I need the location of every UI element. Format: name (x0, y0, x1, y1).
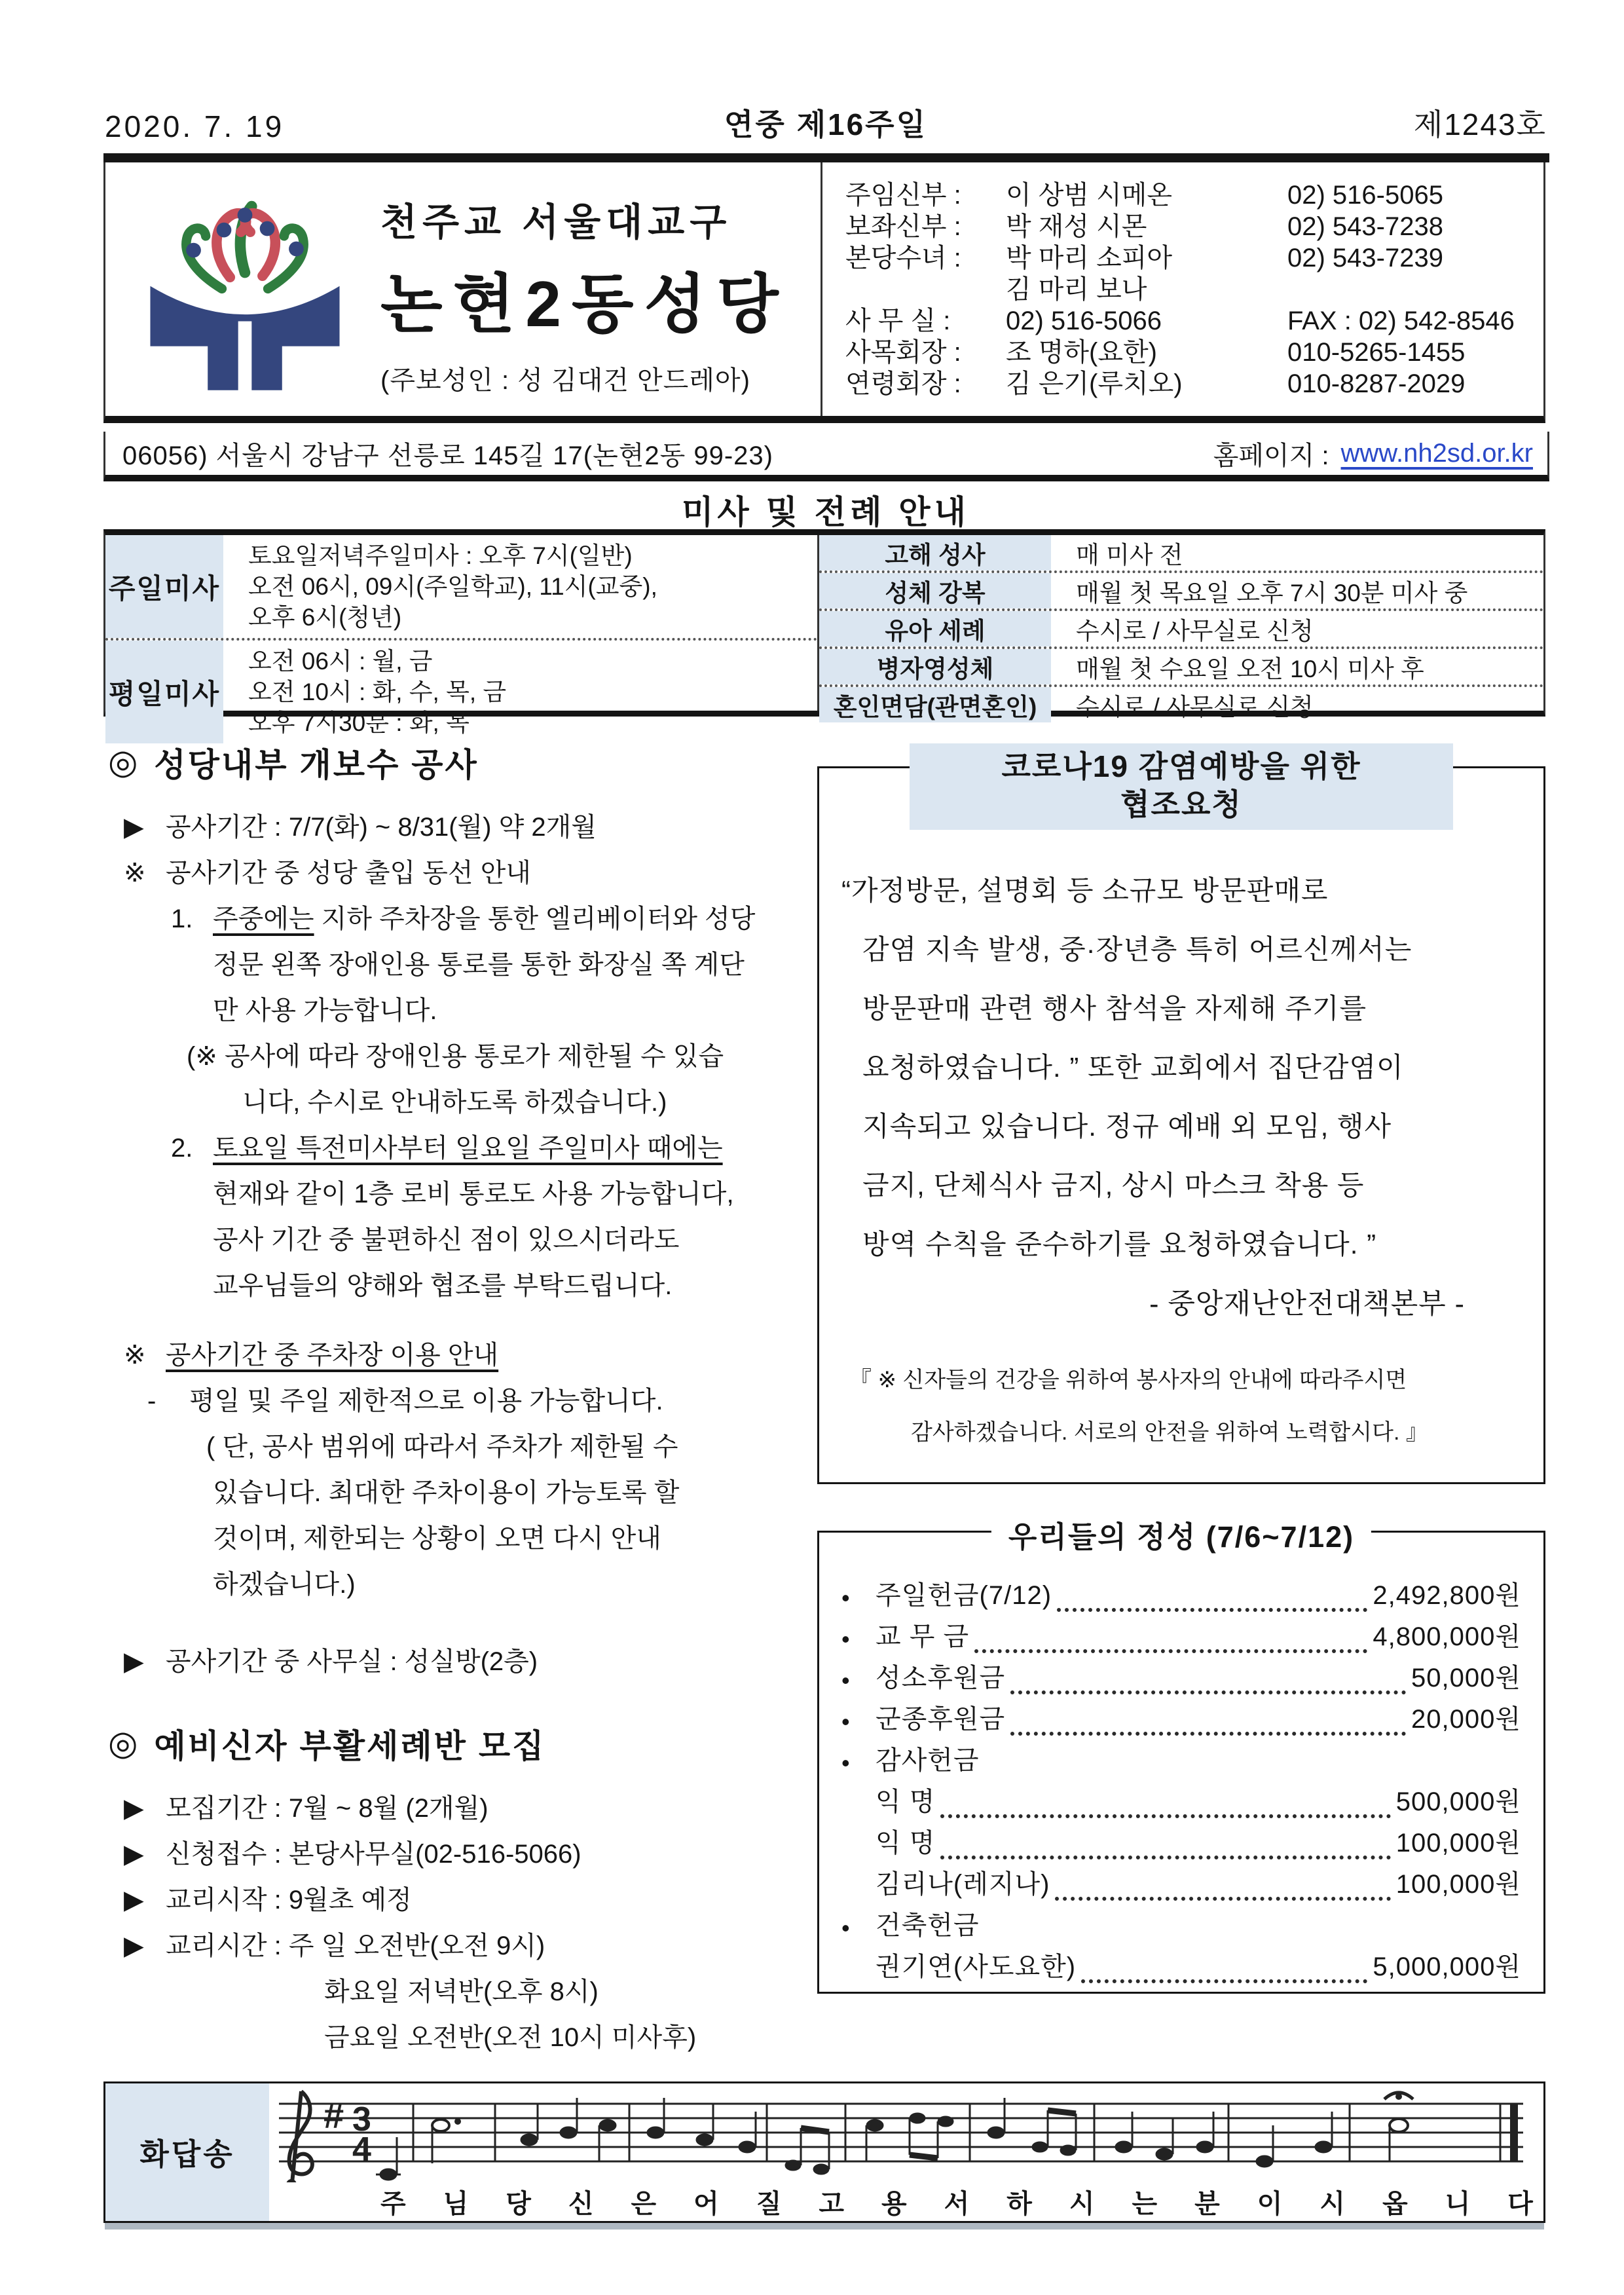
row-header: 고해 성사 (819, 535, 1051, 570)
contact-row (845, 305, 1540, 337)
lyric-syllable: 주 (380, 2190, 406, 2218)
lyric-syllable: 시 (1069, 2190, 1095, 2218)
dot-leader (974, 1619, 1367, 1653)
catechumen-section-title (108, 1720, 821, 1767)
lyric-syllable: 니 (1445, 2190, 1471, 2218)
section-marker-icon: ◎ (108, 1725, 140, 1763)
line-underline: 공사기간 중 주차장 이용 안내 (166, 1341, 499, 1370)
masthead-box (103, 162, 1545, 423)
line-text: 교리시작 : 9월초 예정 (166, 1886, 412, 1914)
dot-leader (940, 1825, 1390, 1859)
offerings-title: 우리들의 정성 (7/6~7/12) (991, 1513, 1371, 1556)
homepage-label: 홈페이지 : (1213, 441, 1329, 470)
schedule-line: 오전 06시, 09시(주일학교), 11시(교중), (248, 573, 657, 600)
section-title-text: 예비신자 부활세례반 모집 (154, 1728, 546, 1764)
contact-phone: 010-5265-1455 (1287, 338, 1466, 367)
offering-label: 익 명 (876, 1787, 936, 1816)
lyric-syllable: 분 (1194, 2190, 1220, 2218)
table-row (819, 608, 1543, 646)
text-line (108, 804, 821, 850)
row-header: 유아 세례 (819, 611, 1051, 646)
covid-title-line1: 코로나19 감염예방을 위한 (1001, 749, 1361, 783)
text-line (108, 1217, 821, 1263)
music-staff-graphic (272, 2087, 1536, 2182)
line-marker: ▶ (124, 1794, 144, 1823)
contact-value: 조 명하(요한) (1006, 338, 1157, 367)
offering-label: 감사헌금 (876, 1746, 980, 1775)
line-text: 니다, 수시로 안내하도록 하겠습니다.) (242, 1088, 667, 1117)
offering-row (841, 1694, 1521, 1736)
covid-body-line: 금지, 단체식사 금지, 상시 마스크 착용 등 (862, 1170, 1365, 1201)
covid-body-line: 지속되고 있습니다. 정규 예배 외 모임, 행사 (862, 1111, 1392, 1142)
masthead-divider (821, 162, 822, 416)
dot-leader (1081, 1949, 1367, 1983)
row-header: 성체 강복 (819, 573, 1051, 608)
responsorial-psalm-box (103, 2081, 1545, 2223)
contact-label: 보좌신부 : (845, 212, 961, 241)
schedule-line: 오후 6시(청년) (248, 604, 402, 631)
issue-number: 제1243호 (1413, 107, 1547, 141)
text-line (108, 1923, 821, 1969)
offering-label: 군종후원금 (876, 1705, 1006, 1734)
row-header: 주일미사 (105, 535, 223, 638)
text-line (108, 1332, 821, 1378)
contact-phone (1287, 274, 1540, 305)
row-value: 수시로 / 사무실로 신청 (1076, 618, 1314, 644)
line-marker: ※ (124, 1341, 146, 1370)
line-marker: 1. (171, 905, 193, 933)
text-line (108, 1424, 821, 1470)
line-text: 금요일 오전반(오전 10시 미사후) (324, 2023, 697, 2052)
offering-row (841, 1777, 1521, 1818)
sunday-title: 연중 제16주일 (724, 107, 928, 141)
row-content (223, 641, 817, 743)
line-text: 평일 및 주일 제한적으로 이용 가능합니다. (189, 1387, 663, 1415)
mass-schedule-table (103, 529, 1545, 736)
covid-body-line: 방문판매 관련 행사 참석을 자제해 주기를 (862, 993, 1367, 1024)
row-value: 매월 첫 목요일 오후 7시 30분 미사 중 (1076, 580, 1468, 606)
offering-amount: 5,000,000원 (1373, 1952, 1521, 1981)
covid-notice-box (817, 749, 1545, 1484)
covid-title-line2: 협조요청 (1120, 787, 1242, 821)
section-marker-icon: ◎ (108, 743, 140, 781)
contact-label: 본당수녀 : (845, 244, 961, 272)
lyric-syllable: 님 (443, 2190, 469, 2218)
text-line (108, 1470, 821, 1516)
address-bar (103, 432, 1549, 481)
homepage-row (1213, 435, 1547, 472)
row-header: 혼인면담(관면혼인) (819, 687, 1051, 722)
line-marker: ▶ (124, 1840, 144, 1869)
contact-phone: 02) 543-7239 (1287, 244, 1443, 272)
covid-body-line: 요청하였습니다. ” 또한 교회에서 집단감염이 (862, 1052, 1404, 1083)
contact-list (845, 179, 1540, 400)
patron-saint: (주보성인 : 성 김대건 안드레아) (380, 366, 750, 395)
offering-label: 성소후원금 (876, 1664, 1006, 1692)
section-title-text: 성당내부 개보수 공사 (154, 747, 479, 783)
offering-amount: 100,000원 (1395, 1870, 1521, 1899)
bullet-icon: • (841, 1626, 850, 1652)
text-line (108, 2015, 821, 2061)
offerings-list (819, 1533, 1543, 1983)
bullet-icon: • (841, 1584, 850, 1611)
left-column (108, 739, 821, 2061)
line-text: (※ 공사에 따라 장애인용 통로가 제한될 수 있습 (187, 1042, 724, 1071)
top-rule (103, 153, 1549, 162)
bullet-icon: • (841, 1708, 850, 1735)
offering-label: 김리나(레지나) (876, 1870, 1050, 1899)
dot-leader (1010, 1702, 1406, 1736)
offering-amount: 4,800,000원 (1373, 1622, 1521, 1651)
postal-address: 06056) 서울시 강남구 선릉로 145길 17(논현2동 99-23) (122, 441, 773, 470)
covid-notice-body (819, 861, 1543, 1334)
church-name: 논현2동성당 (380, 268, 789, 340)
row-content (223, 535, 817, 638)
text-line (108, 942, 821, 988)
lyric-syllable: 용 (881, 2190, 907, 2218)
row-header: 병자영성체 (819, 649, 1051, 684)
bullet-icon: • (841, 1749, 850, 1776)
church-identity (380, 191, 806, 397)
line-text: 공사기간 중 사무실 : 성실방(2층) (166, 1647, 538, 1676)
dot-leader (940, 1784, 1390, 1818)
line-marker: ▶ (124, 1931, 144, 1960)
contact-label: 주임신부 : (845, 181, 961, 210)
dot-leader (985, 1912, 1516, 1942)
contact-row (845, 274, 1540, 305)
text-line (108, 1125, 821, 1171)
mass-section-title: 미사 및 전례 안내 (682, 494, 970, 531)
line-underline: 토요일 특전미사부터 일요일 주일미사 때에는 (213, 1134, 723, 1163)
dot-leader (1057, 1578, 1367, 1612)
contact-label: 연령회장 : (845, 369, 961, 398)
lyric-syllable: 고 (819, 2190, 845, 2218)
contact-value: 이 상범 시메온 (1006, 181, 1173, 210)
line-text: 공사 기간 중 불편하신 점이 있으시더라도 (213, 1225, 680, 1254)
lyric-syllable: 이 (1257, 2190, 1283, 2218)
contact-phone: FAX : 02) 542-8546 (1287, 307, 1515, 335)
line-text: 교우님들의 양해와 협조를 부탁드립니다. (213, 1271, 673, 1300)
text-line (108, 988, 821, 1034)
line-text: 모집기간 : 7월 ~ 8월 (2개월) (166, 1794, 489, 1823)
line-text: 교리시간 : 주 일 오전반(오전 9시) (166, 1931, 545, 1960)
bullet-icon: • (841, 1914, 850, 1941)
contact-value: 박 마리 소피아 (1006, 244, 1173, 272)
offerings-box (817, 1520, 1545, 1994)
offering-amount: 500,000원 (1395, 1787, 1521, 1816)
schedule-line: 오후 7시30분 : 화, 목 (248, 709, 470, 736)
offering-row (841, 1653, 1521, 1694)
table-row (105, 638, 817, 743)
church-logo-icon (143, 186, 346, 396)
contact-row (845, 337, 1540, 368)
contact-value: 박 재성 시몬 (1006, 212, 1147, 241)
offering-row (841, 1818, 1521, 1859)
table-row (819, 646, 1543, 684)
lyric-syllable: 하 (1006, 2190, 1032, 2218)
schedule-line: 오전 06시 : 월, 금 (248, 648, 433, 675)
contact-value: 02) 516-5066 (1006, 307, 1162, 335)
contact-label: 사목회장 : (845, 338, 961, 367)
bullet-icon: • (841, 1667, 850, 1694)
lyric-syllable: 시 (1320, 2190, 1346, 2218)
offering-amount: 2,492,800원 (1373, 1581, 1521, 1610)
line-marker: ▶ (124, 1647, 144, 1676)
lyric-syllable: 어 (693, 2190, 719, 2218)
dot-leader (985, 1747, 1516, 1777)
row-header: 평일미사 (105, 641, 223, 743)
text-line (108, 1969, 821, 2015)
offering-label: 권기연(사도요한) (876, 1952, 1077, 1981)
table-row (819, 570, 1543, 608)
line-marker: ※ (124, 859, 146, 887)
mass-table-right (817, 535, 1543, 720)
text-line (108, 896, 821, 942)
text-line (108, 850, 821, 896)
lyric-syllable: 는 (1132, 2190, 1158, 2218)
lyric-syllable: 당 (506, 2190, 531, 2218)
table-row (105, 535, 817, 638)
schedule-line: 토요일저녁주일미사 : 오후 7시(일반) (248, 542, 633, 569)
offering-row (841, 1859, 1521, 1901)
contact-row (845, 242, 1540, 274)
text-line (108, 1785, 821, 1831)
contact-phone: 010-8287-2029 (1287, 369, 1466, 398)
responsorial-label: 화답송 (105, 2083, 269, 2221)
offering-row (841, 1571, 1521, 1612)
svg-text:#: # (323, 2095, 344, 2136)
line-underline: 주중에는 (213, 905, 314, 933)
lyric-syllable: 질 (756, 2190, 782, 2218)
line-text: 화요일 저녁반(오후 8시) (324, 1977, 599, 2006)
offering-row (841, 1901, 1521, 1942)
lyric-syllable: 서 (944, 2190, 970, 2218)
offering-row (841, 1736, 1521, 1777)
line-text: ( 단, 공사 범위에 따라서 주차가 제한될 수 (206, 1432, 678, 1461)
line-text: 만 사용 가능합니다. (213, 996, 437, 1025)
covid-note-line: 『 ※ 신자들의 건강을 위하여 봉사자의 안내에 따라주시면 (849, 1368, 1407, 1392)
offering-row (841, 1612, 1521, 1653)
line-marker: ▶ (124, 813, 144, 842)
text-line (108, 1831, 821, 1877)
contact-row (845, 179, 1540, 211)
row-value: 매월 첫 수요일 오전 10시 미사 후 (1076, 656, 1424, 682)
text-line (108, 1516, 821, 1561)
lyric-syllable: 은 (631, 2190, 657, 2218)
offering-row (841, 1942, 1521, 1983)
offering-label: 교 무 금 (876, 1622, 970, 1651)
text-line (108, 1171, 821, 1217)
line-text: 신청접수 : 본당사무실(02-516-5066) (166, 1840, 581, 1869)
line-text: 있습니다. 최대한 주차이용이 가능토록 할 (213, 1478, 680, 1507)
covid-note (819, 1354, 1543, 1459)
offering-amount: 20,000원 (1411, 1705, 1521, 1734)
line-marker: 2. (171, 1134, 193, 1163)
offering-amount: 100,000원 (1395, 1829, 1521, 1857)
row-value: 매 미사 전 (1076, 542, 1183, 569)
issue-date: 2020. 7. 19 (105, 109, 285, 143)
treble-clef-icon (286, 2091, 312, 2182)
contact-label: 사 무 실 : (845, 307, 951, 335)
text-line (108, 1263, 821, 1309)
text-line (108, 1079, 821, 1125)
line-text: 공사기간 : 7/7(화) ~ 8/31(월) 약 2개월 (166, 813, 597, 842)
construction-section-title (108, 739, 821, 786)
line-text: 정문 왼쪽 장애인용 통로를 통한 화장실 쪽 계단 (213, 950, 745, 979)
line-marker: - (147, 1387, 157, 1415)
table-row (819, 535, 1543, 570)
covid-body-line: 방역 수칙을 준수하기를 요청하였습니다. ” (862, 1229, 1377, 1259)
line-text: 하겠습니다.) (213, 1570, 356, 1599)
line-text: 지하 주차장을 통한 엘리베이터와 성당 (314, 905, 756, 933)
lyric-syllable: 옵 (1382, 2190, 1408, 2218)
line-marker: ▶ (124, 1886, 144, 1914)
text-line (108, 1639, 821, 1685)
contact-phone: 02) 543-7238 (1287, 212, 1443, 241)
covid-notice-title (910, 743, 1453, 830)
contact-row (845, 211, 1540, 242)
line-text: 것이며, 제한되는 상황이 오면 다시 안내 (213, 1524, 661, 1553)
covid-body-line: 감염 지속 발생, 중·장년층 특히 어르신께서는 (862, 934, 1412, 965)
text-line (108, 1877, 821, 1923)
contact-value: 김 은기(루치오) (1006, 369, 1183, 398)
offering-label: 주일헌금(7/12) (876, 1581, 1052, 1610)
mass-table-left (105, 535, 817, 736)
covid-signature: - 중앙재난안전대책본부 - (1149, 1288, 1465, 1320)
lyric-syllable: 다 (1507, 2190, 1533, 2218)
offering-label: 건축헌금 (876, 1911, 980, 1940)
contact-label (845, 274, 1006, 305)
line-text: 현재와 같이 1층 로비 통로도 사용 가능합니다, (213, 1180, 734, 1208)
covid-body-line: “가정방문, 설명회 등 소규모 방문판매로 (841, 875, 1329, 906)
lyric-syllable: 신 (568, 2190, 594, 2218)
text-line (108, 1561, 821, 1607)
table-row (819, 684, 1543, 722)
covid-note-line: 감사하겠습니다. 서로의 안전을 위하여 노력합시다. 』 (911, 1420, 1428, 1445)
line-text: 공사기간 중 성당 출입 동선 안내 (166, 859, 531, 887)
offering-amount: 50,000원 (1411, 1664, 1521, 1692)
offering-label: 익 명 (876, 1829, 936, 1857)
page-header (105, 103, 1547, 144)
dot-leader (1055, 1867, 1390, 1901)
lyrics-row (380, 2183, 1533, 2220)
text-line (108, 1034, 821, 1079)
contact-value: 김 마리 보나 (1006, 275, 1147, 304)
homepage-link[interactable]: www.nh2sd.or.kr (1340, 438, 1533, 468)
contact-phone: 02) 516-5065 (1287, 181, 1443, 210)
dot-leader (1010, 1660, 1406, 1694)
contact-row (845, 368, 1540, 400)
text-line (108, 1378, 821, 1424)
diocese-name: 천주교 서울대교구 (380, 201, 732, 244)
schedule-line: 오전 10시 : 화, 수, 목, 금 (248, 679, 507, 705)
row-value: 수시로 / 사무실로 신청 (1076, 694, 1314, 720)
svg-text:4: 4 (352, 2131, 371, 2169)
svg-text:3: 3 (352, 2100, 371, 2138)
